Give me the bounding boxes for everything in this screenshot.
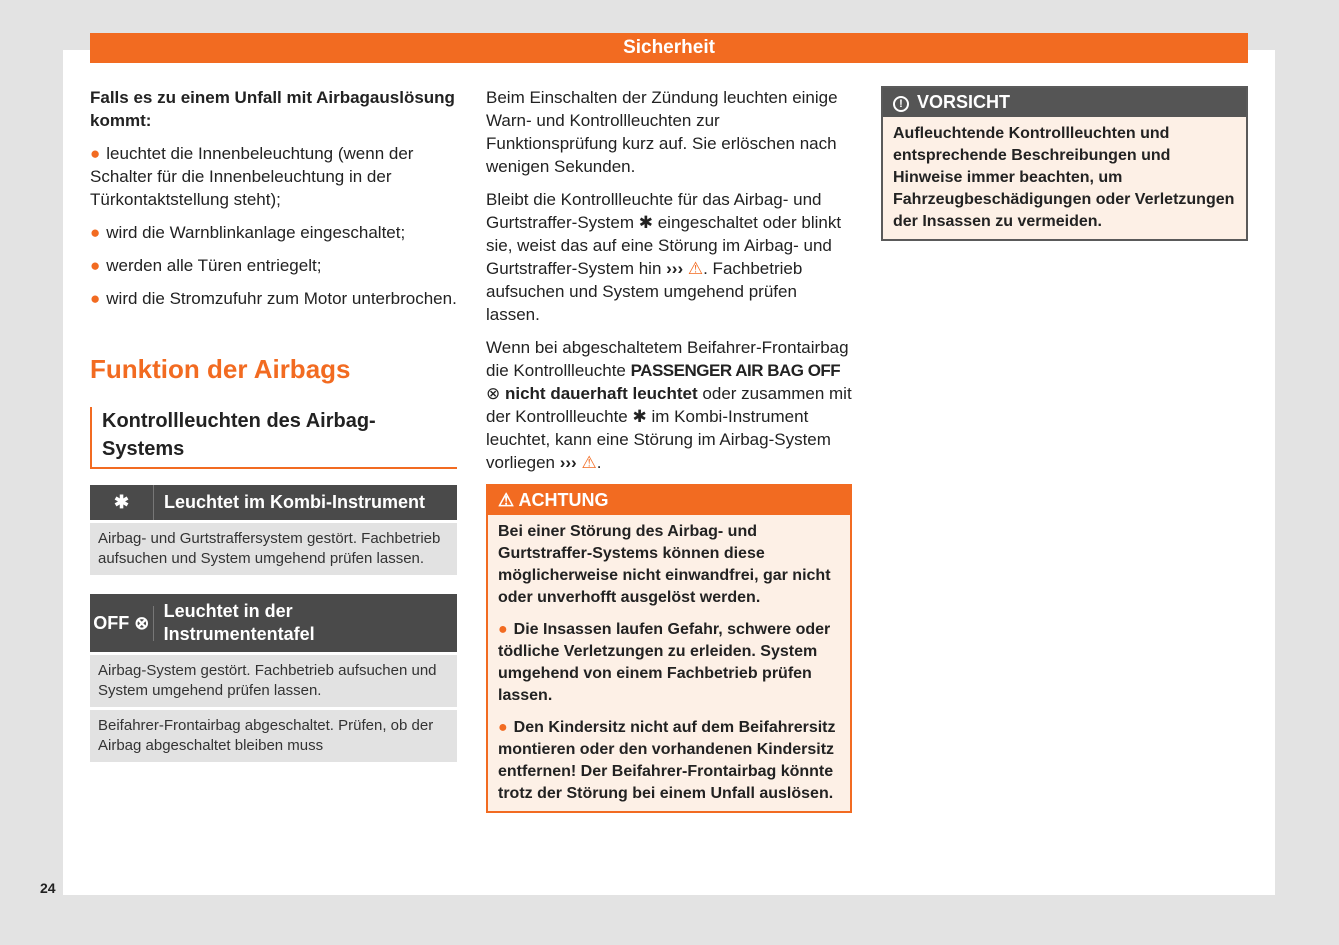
bullet-icon: ● <box>90 256 101 275</box>
table-row: Airbag-System gestört. Fachbetrieb aufsuchen und System umgehend prüfen lassen. <box>90 655 457 707</box>
paragraph: Beim Einschalten der Zündung leuchten einige Warn- und Kontrollleuchten zur Funktionsprüfung kurz auf. Sie erlöschen nach wenigen Sekunden. <box>486 88 838 176</box>
list-item: ● Den Kindersitz nicht auf dem Beifahrersitz montieren oder den vorhandenen Kindersitz entfernen! Der Beifahrer-Frontairbag könnte trotz der Störung bei einem Unfall auslösen. <box>498 719 836 802</box>
passenger-airbag-icon: ⊗ <box>486 384 501 403</box>
list-item: ● Die Insassen laufen Gefahr, schwere oder tödliche Verletzungen zu erleiden. System umgehend von einem Fachbetrieb prüfen lassen. <box>498 621 831 704</box>
warning-triangle-icon: ⚠ <box>581 453 597 472</box>
table-row: Beifahrer-Frontairbag abgeschaltet. Prüfen, ob der Airbag abgeschaltet bleiben muss <box>90 710 457 762</box>
section-header: Sicherheit <box>90 33 1248 63</box>
middle-column <box>486 86 852 813</box>
bullet-icon: ● <box>498 621 508 638</box>
list-item: ● wird die Warnblinkanlage eingeschaltet; <box>90 223 406 242</box>
list-item: ● wird die Stromzufuhr zum Motor unterbrochen. <box>90 289 457 308</box>
caution-box <box>881 86 1248 241</box>
warning-header: ⚠ ACHTUNG <box>488 486 850 515</box>
warning-triangle-icon: ⚠ <box>687 259 704 278</box>
warning-box <box>486 484 852 813</box>
list-item: ● leuchtet die Innenbeleuchtung (wenn der Schalter für die Innenbeleuchtung in der Türkontaktstellung steht); <box>90 144 414 209</box>
warning-triangle-icon: ⚠ <box>498 490 515 510</box>
intro-text: Falls es zu einem Unfall mit Airbagauslösung kommt: <box>90 88 455 130</box>
warning-text: Bei einer Störung des Airbag- und Gurtstraffer-Systems können diese möglicherweise nicht einwandfrei, gar nicht oder unverhofft ausgelöst werden. <box>498 523 831 606</box>
page-number: 24 <box>40 880 56 896</box>
info-circle-icon: ! <box>893 96 909 112</box>
subsection-heading: Kontrollleuchten des Airbag-Systems <box>90 407 457 469</box>
reference-arrows: ››› <box>559 453 577 472</box>
list-item: ● werden alle Türen entriegelt; <box>90 256 322 275</box>
passenger-airbag-off-icon: OFF ⊗ <box>90 606 154 641</box>
bullet-icon: ● <box>90 144 101 163</box>
bullet-icon: ● <box>498 719 508 736</box>
table-header: OFF ⊗ Leuchtet in der Instrumententafel <box>90 594 457 652</box>
bullet-icon: ● <box>90 223 101 242</box>
caution-text: Aufleuchtende Kontrollleuchten und entsprechende Beschreibungen und Hinweise immer beachten, um Fahrzeugbeschädigungen oder Verletzungen der Insassen zu vermeiden. <box>893 125 1235 230</box>
airbag-icon: ✱ <box>632 407 647 426</box>
airbag-icon: ✱ <box>638 213 653 232</box>
left-column <box>90 86 457 765</box>
paragraph: Wenn bei abgeschaltetem Beifahrer-Frontairbag die Kontrollleuchte PASSENGER AIR BAG OFF ⊗ nicht dauerhaft leuchtet oder zusammen mit der Kontrollleuchte ✱ im Kombi-Instrument leuchtet, kann eine Störung im Airbag-System vorliegen ››› ⚠. <box>486 338 852 472</box>
right-column <box>881 86 1248 241</box>
paragraph: Bleibt die Kontrollleuchte für das Airbag- und Gurtstraffer-System ✱ eingeschaltet oder blinkt sie, weist das auf eine Störung im Airbag- und Gurtstraffer-System hin ››› ⚠. Fachbetrieb aufsuchen und System umgehend prüfen lassen. <box>486 190 842 324</box>
table-header: ✱ Leuchtet im Kombi-Instrument <box>90 485 457 520</box>
reference-arrows: ››› <box>666 259 684 278</box>
table-row: Airbag- und Gurtstraffersystem gestört. Fachbetrieb aufsuchen und System umgehend prüfen lassen. <box>90 523 457 575</box>
section-heading: Funktion der Airbags <box>90 354 351 384</box>
airbag-icon: ✱ <box>90 485 154 520</box>
caution-header: ! VORSICHT <box>883 88 1246 117</box>
bullet-icon: ● <box>90 289 101 308</box>
